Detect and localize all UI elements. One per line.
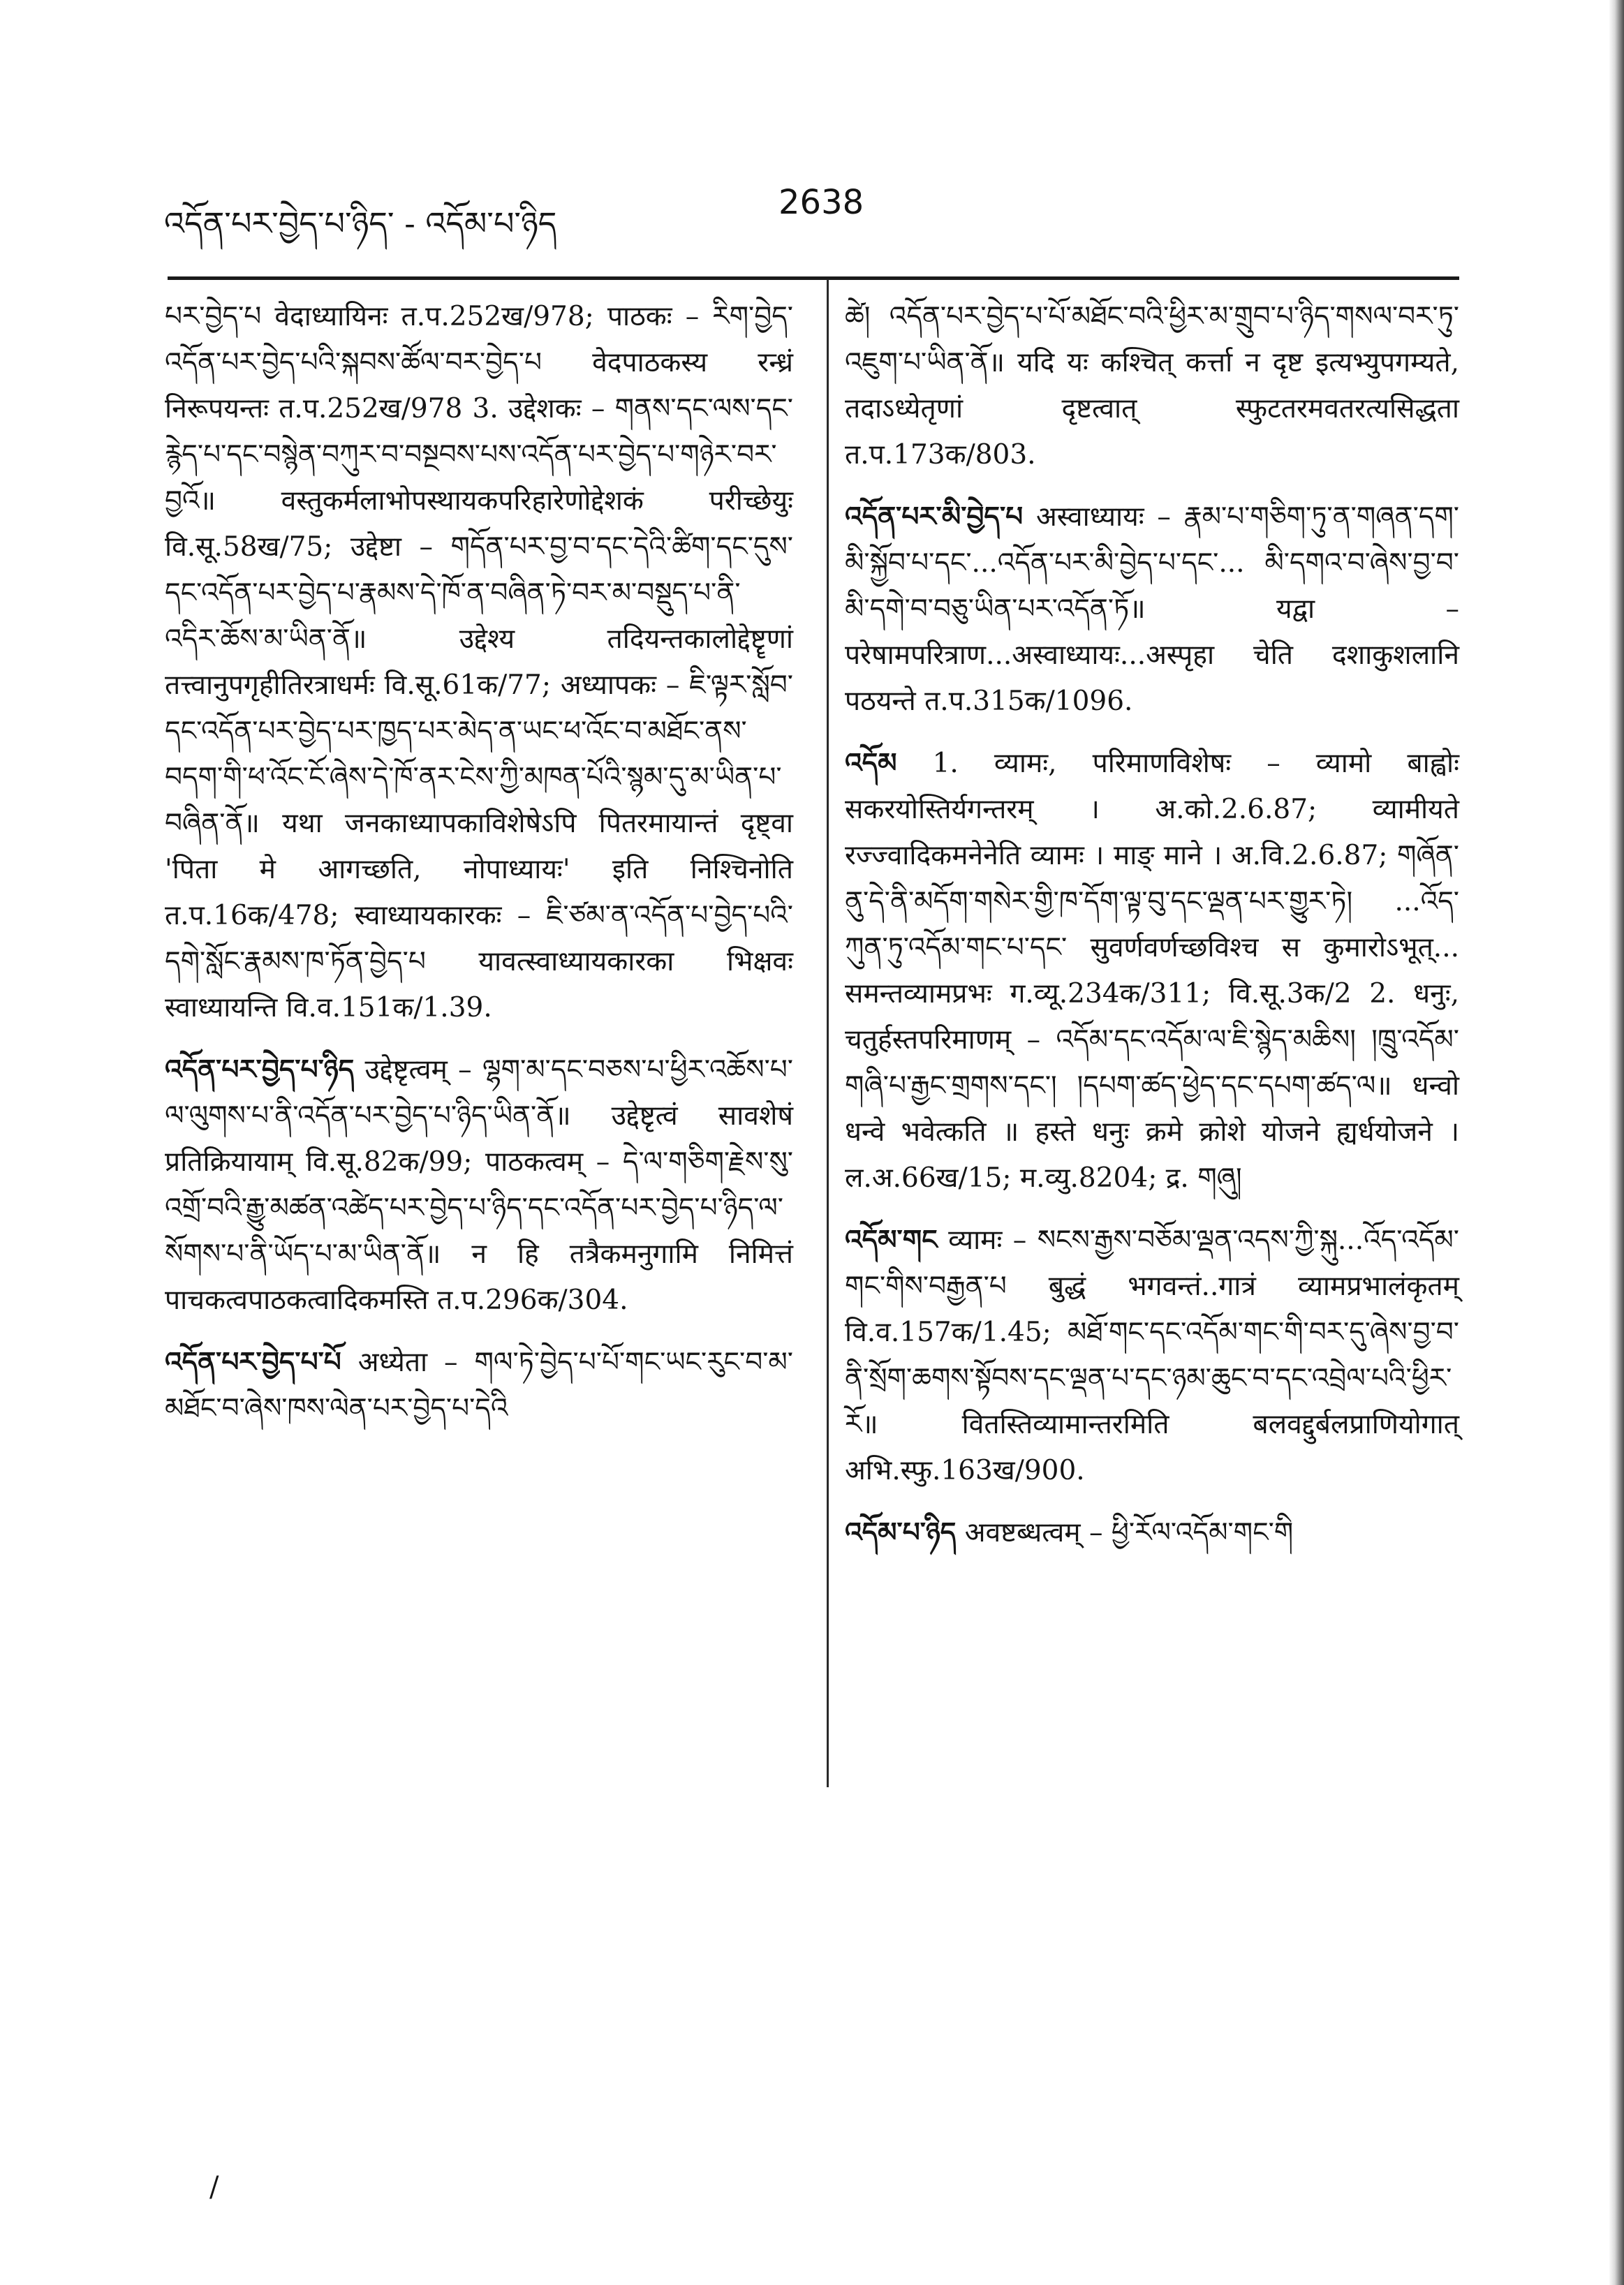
dictionary-entry	[845, 1509, 1459, 1556]
page-number: 2638	[778, 183, 864, 222]
entry-definition: अस्वाध्यायः – རྣམ་པ་གཅིག་ཏུ་ན་གཞན་དག་མི་སྐྱོབ་པ་དང་...འདོན་པར་མི་བྱེད་པ་དང་... མི་དགའ་བ་ཞེས་བྱ་བ་མི་དགེ་བ་བཅུ་ཡིན་པར་འདོན་ཏོ॥ यद्वा – परेषामपरित्राण...अस्वाध्यायः...अस्पृहा चेति दशाकुशलानि पठयन्ते त.प.315क/1096.	[845, 501, 1459, 717]
entry-headword: འདོམ་གང	[845, 1224, 938, 1256]
left-column	[165, 293, 793, 1447]
entry-definition: པར་བྱེད་པ वेदाध्यायिनः त.प.252ख/978; पाठकः – རིག་བྱེད་འདོན་པར་བྱེད་པའི་སྐབས་ཚོལ་བར་བྱེད་པ वेदपाठकस्य रन्ध्रं निरूपयन्तः त.प.252ख/978 3. उद्देशकः – གནས་དང་ལས་དང་རྙེད་པ་དང་བསྙེན་བཀུར་བ་བསྔབས་པས་འདོན་པར་བྱེད་པ་གཉེར་བར་བྱའོ॥ वस्तुकर्मलाभोपस्थायकपरिहारेणोद्देशकं परीच्छेयुः वि.सू.58ख/75; उद्देष्टा – གདོན་པར་བྱ་བ་དང་དེའི་ཚིག་དང་དུས་དང་འདོན་པར་བྱེད་པ་རྣམས་དེ་ཁོ་ན་བཞིན་ཏེ་བར་མ་བསྡུད་པ་ནི་འདིར་ཆོས་མ་ཡིན་ནོ॥ उद्देश्य तदियन्तकालोद्देष्टॄणां तत्त्वानुपगृहीतिरत्राधर्मः वि.सू.61क/77; अध्यापकः – ཇི་ལྟར་སློབ་དང་འདོན་པར་བྱེད་པར་ཁྱད་པར་མེད་ན་ཡང་ཕ་འོང་བ་མཐོང་ནས་བདག་གི་ཕ་འོང་ངོ་ཞེས་དེ་ཁོ་ནར་ངེས་ཀྱི་མཁན་པོའི་སྙམ་དུ་མ་ཡིན་པ་བཞིན་ནོ॥ यथा जनकाध्यापकाविशेषेऽपि पितरमायान्तं दृष्ट्वा 'पिता मे आगच्छति, नोपाध्यायः' इति निश्चिनोति त.प.16क/478; स्वाध्यायकारकः – ཇི་ཙམ་ན་འདོན་པ་བྱེད་པའི་དགེ་སློང་རྣམས་ཁ་ཏོན་བྱེད་པ यावत्स्वाध्यायकारका भिक्षवः स्वाध्यायन्ति वि.व.151क/1.39.	[165, 301, 793, 1023]
dictionary-entry	[845, 293, 1459, 478]
entry-definition: व्यामः – སངས་རྒྱས་བཅོམ་ལྡན་འདས་ཀྱི་སྐུ...འོད་འདོམ་གང་གིས་བརྒྱན་པ बुद्धं भगवन्तं..गात्रं व्यामप्रभालंकृतम् वि.व.157क/1.45; མཐོ་གང་དང་འདོམ་གང་གི་བར་དུ་ཞེས་བྱ་བ་ནི་སྲོག་ཆགས་སྟོབས་དང་ལྡན་པ་དང་ཉམ་ཆུང་བ་དང་འབྲེལ་པའི་ཕྱིར་རོ॥ वितस्तिव्यामान्तरमिति बलवद्दुर्बलप्राणियोगात् अभि.स्फु.163ख/900.	[845, 1225, 1459, 1486]
footer-mark: /	[209, 2171, 219, 2203]
entry-definition: अवष्टब्धत्वम् – ཕྱི་རོལ་འདོམ་གང་གི	[964, 1517, 1294, 1548]
entry-definition: अध्येता – གལ་ཏེ་བྱེད་པ་པོ་གང་ཡང་རུང་བ་མ་མཐོང་བ་ཞེས་ཁས་ལེན་པར་བྱེད་པ་དེའི	[165, 1347, 793, 1424]
column-divider	[827, 279, 829, 1787]
entry-definition: 1. व्यामः, परिमाणविशेषः – व्यामो बाह्वोः सकरयोस्तिर्यगन्तरम् । अ.को.2.6.87; व्यामीयते रज्ज्वादिकमनेनेति व्यामः । माङ् माने । अ.वि.2.6.87; གཞོན་ནུ་དེ་ནི་མདོག་གསེར་གྱི་ཁ་དོག་ལྟ་བུ་དང་ལྡན་པར་གྱུར་ཏེ། ...འོད་ཀུན་ཏུ་འདོམ་གང་པ་དང་ सुवर्णवर्णच्छविश्च स कुमारोऽभूत्... समन्तव्यामप्रभः ग.व्यू.234क/311; वि.सू.3क/2 2. धनुः, चतुर्हस्तपरिमाणम् – འདོམ་དང་འདོམ་ལ་ཇི་སྙེད་མཆིས། །ཁྲུ་འདོམ་གཞི་པ་རྒྱང་གྲགས་དང་། །དཔག་ཚད་ཕྱེད་དང་དཔག་ཚད་ལ॥ धन्वो धन्वे भवेत्कति ॥ हस्ते धनुः क्रमे क्रोशे योजने ह्यर्धयोजने । ल.अ.66ख/15; म.व्यु.8204; द्र. གཞུ།	[845, 748, 1459, 1194]
running-title: འདོན་པར་བྱེད་པ་ཉིད་ - འདོམ་པ་ཉིད	[164, 205, 557, 242]
right-column	[845, 293, 1459, 1572]
dictionary-entry	[845, 740, 1459, 1201]
entry-definition: उद्देष्टृत्वम् – ལྷག་མ་དང་བཅས་པ་ཕྱིར་འཆོས་པ་ལ་ལུགས་པ་ནི་འདོན་པར་བྱེད་པ་ཉིད་ཡིན་ནོ॥ उद्देष्टृत्वं सावशेषं प्रतिक्रियायाम् वि.सू.82क/99; पाठकत्वम् – དེ་ལ་གཅིག་རྗེས་སུ་འགྲོ་བའི་རྒྱུ་མཚན་འཚེད་པར་བྱེད་པ་ཉིད་དང་འདོན་པར་བྱེད་པ་ཉིད་ལ་སོགས་པ་ནི་ཡོད་པ་མ་ཡིན་ནོ॥ न हि तत्रैकमनुगामि निमित्तं पाचकत्वपाठकत्वादिकमस्ति त.प.296क/304.	[165, 1054, 793, 1316]
dictionary-entry	[845, 1217, 1459, 1494]
entry-definition: ཚེ། འདོན་པར་བྱེད་པ་པོ་མཐོང་བའི་ཕྱིར་མ་གྲུབ་པ་ཉིད་གསལ་བར་ཏུ་འཇུག་པ་ཡིན་ནོ॥ यदि यः कश्चित् कर्त्ता न दृष्ट इत्यभ्युपगम्यते, तदाऽध्येतृणां दृष्टत्वात् स्फुटतरमवतरत्यसिद्धता त.प.173क/803.	[845, 301, 1459, 471]
entry-headword: འདོན་པར་མི་བྱེད་པ	[845, 501, 1024, 533]
entry-headword: འདོན་པར་བྱེད་པ་པོ	[165, 1346, 341, 1378]
header-rule	[168, 276, 1459, 280]
dictionary-entry	[165, 1047, 793, 1324]
entry-headword: འདོམ་པ་ཉིད	[845, 1516, 957, 1548]
dictionary-entry	[845, 494, 1459, 725]
dictionary-entry	[165, 293, 793, 1031]
entry-headword: འདོམ	[845, 747, 897, 779]
dictionary-entry	[165, 1339, 793, 1432]
entry-headword: འདོན་པར་བྱེད་པ་ཉིད	[165, 1053, 355, 1086]
scan-edge	[1609, 0, 1624, 2285]
